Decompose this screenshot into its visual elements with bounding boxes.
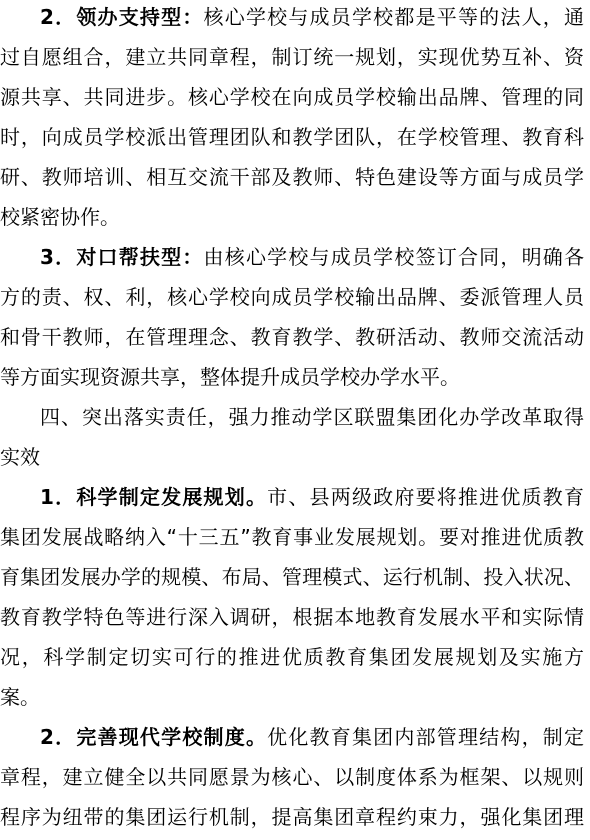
line-text: 由核心学校与成员学校签订合同，明确各: [203, 245, 584, 269]
text-line: [0, 562, 584, 592]
text-line: [0, 682, 584, 712]
text-line: [0, 162, 584, 192]
text-line: [0, 442, 584, 472]
line-text: 时，向成员学校派出管理团队和教学团队，在学校管理、教育科: [0, 125, 584, 149]
line-text: 研、教师培训、相互交流干部及教师、特色建设等方面与成员学: [0, 165, 584, 189]
line-text: 核心学校与成员学校都是平等的法人，通: [203, 5, 584, 29]
text-line: [40, 722, 584, 752]
text-line: [0, 282, 584, 312]
text-line: [0, 362, 584, 392]
text-line: [0, 762, 584, 792]
text-line: [0, 642, 584, 672]
bold-heading: 2．领办支持型：: [40, 5, 204, 29]
text-line: [0, 522, 584, 552]
text-line: [0, 602, 584, 632]
line-text: 案。: [0, 685, 40, 709]
line-text: 过自愿组合，建立共同章程，制订统一规划，实现优势互补、资: [0, 45, 584, 69]
text-line: [40, 402, 584, 432]
line-text: 和骨干教师，在管理理念、教育教学、教研活动、教师交流活动: [0, 325, 584, 349]
line-text: 教育教学特色等进行深入调研，根据本地教育发展水平和实际情: [0, 605, 584, 629]
line-text: 市、县两级政府要将推进优质教育: [267, 485, 584, 509]
line-text: 等方面实现资源共享，整体提升成员学校办学水平。: [0, 365, 460, 389]
bold-heading: 3．对口帮扶型：: [40, 245, 204, 269]
line-text: 集团发展战略纳入“十三五”教育事业发展规划。要对推进优质教: [0, 525, 584, 549]
line-text: 四、突出落实责任，强力推动学区联盟集团化办学改革取得: [40, 405, 584, 429]
line-text: 源共享、共同进步。核心学校在向成员学校输出品牌、管理的同: [0, 85, 584, 109]
bold-heading: 2．完善现代学校制度。: [40, 725, 268, 749]
line-text: 实效: [0, 445, 40, 469]
line-text: 况，科学制定切实可行的推进优质教育集团发展规划及实施方: [0, 645, 584, 669]
bold-heading: 1．科学制定发展规划。: [40, 485, 268, 509]
text-line: [0, 202, 584, 232]
text-line: [0, 322, 584, 352]
text-line: [40, 242, 584, 272]
line-text: 校紧密协作。: [0, 205, 120, 229]
text-line: [40, 2, 584, 32]
text-line: [0, 82, 584, 112]
line-text: 优化教育集团内部管理结构，制定: [267, 725, 584, 749]
line-text: 方的责、权、利，核心学校向成员学校输出品牌、委派管理人员: [0, 285, 584, 309]
line-text: 程序为纽带的集团运行机制，提高集团章程约束力，强化集团理: [0, 805, 584, 829]
text-line: [40, 482, 584, 512]
text-line: [0, 42, 584, 72]
line-text: 育集团发展办学的规模、布局、管理模式、运行机制、投入状况、: [0, 565, 584, 589]
text-line: [0, 122, 584, 152]
text-line: [0, 802, 584, 832]
line-text: 章程，建立健全以共同愿景为核心、以制度体系为框架、以规则: [0, 765, 584, 789]
